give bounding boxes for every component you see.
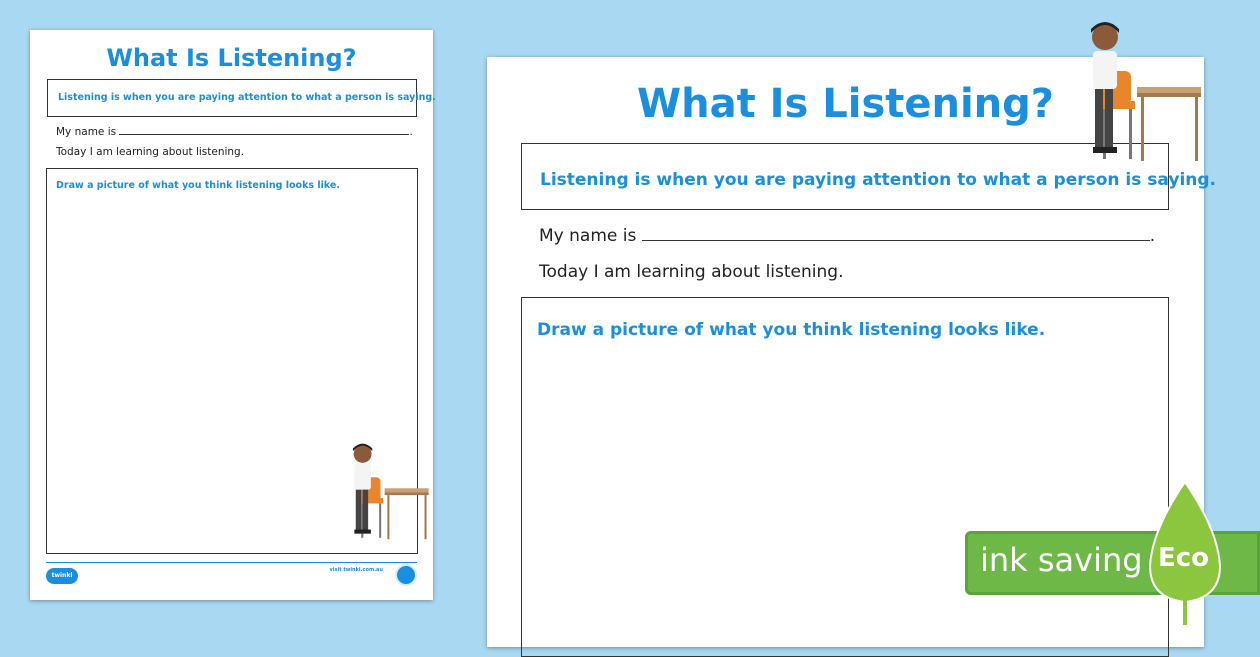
footer-url: visit twinkl.com.au [329, 567, 383, 573]
twinkl-logo: twinkl [46, 568, 78, 584]
today-line: Today I am learning about listening. [56, 146, 245, 158]
name-underline [642, 226, 1150, 241]
name-end: . [409, 126, 413, 138]
ink-saving-label: ink saving [980, 541, 1143, 579]
worksheet-title: What Is Listening? [106, 44, 357, 72]
pupil-at-desk-illustration [342, 440, 430, 540]
pupil-at-desk-illustration [1075, 17, 1203, 162]
worksheet-preview-small [30, 30, 436, 600]
today-line: Today I am learning about listening. [539, 262, 844, 282]
draw-prompt: Draw a picture of what you think listening looks like. [537, 320, 1046, 340]
name-underline [119, 125, 409, 135]
name-prompt: My name is [56, 126, 117, 138]
name-line [539, 226, 1155, 246]
name-line [56, 125, 413, 138]
footer-badge-icon [395, 564, 417, 586]
definition-box [47, 79, 436, 117]
worksheet-title: What Is Listening? [636, 81, 1054, 127]
drawing-box [521, 297, 1169, 657]
definition-text: Listening is when you are paying attention to what a person is saying. [540, 170, 1216, 190]
name-prompt: My name is [539, 226, 637, 246]
name-end: . [1149, 226, 1156, 246]
definition-box [521, 143, 1216, 210]
definition-text: Listening is when you are paying attention to what a person is saying. [58, 92, 436, 103]
footer-divider [46, 562, 417, 563]
eco-label: Eco [1158, 543, 1210, 573]
draw-prompt: Draw a picture of what you think listening looks like. [56, 180, 340, 191]
